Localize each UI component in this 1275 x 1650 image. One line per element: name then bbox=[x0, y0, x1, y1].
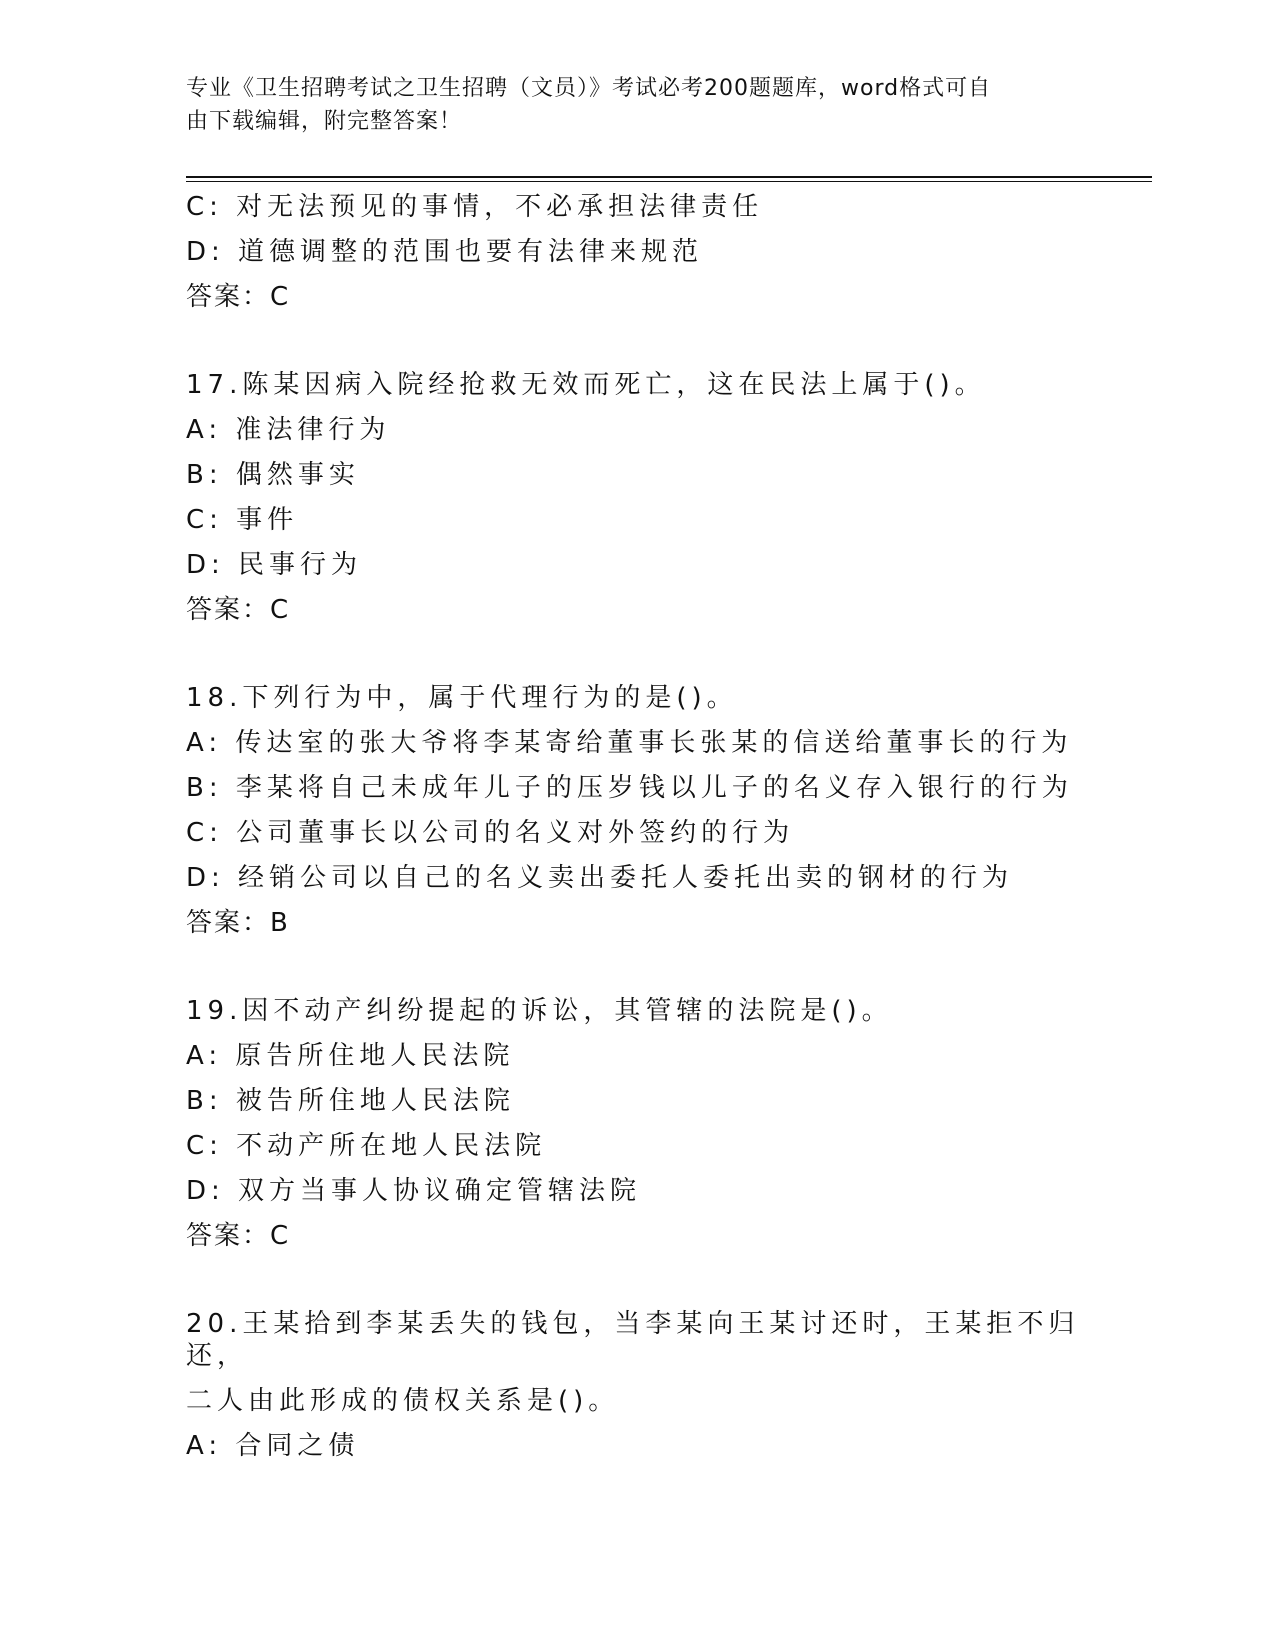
option-a: A: 合同之债 bbox=[186, 1431, 360, 1461]
option-c: C: 事件 bbox=[186, 505, 299, 535]
option-d: D: 道德调整的范围也要有法律来规范 bbox=[186, 237, 704, 267]
header-divider-thick bbox=[186, 176, 1152, 178]
carryover-block bbox=[186, 191, 1126, 313]
question-title: 18.下列行为中，属于代理行为的是()。 bbox=[186, 683, 738, 713]
option-b: B: 李某将自己未成年儿子的压岁钱以儿子的名义存入银行的行为 bbox=[186, 773, 1073, 803]
option-c: C: 对无法预见的事情，不必承担法律责任 bbox=[186, 192, 764, 222]
option-b: B: 被告所住地人民法院 bbox=[186, 1086, 515, 1116]
option-c: C: 公司董事长以公司的名义对外签约的行为 bbox=[186, 818, 795, 848]
question-19 bbox=[186, 995, 1126, 1252]
header-title-line-1: 专业《卫生招聘考试之卫生招聘（文员）》考试必考200题题库，word格式可自 bbox=[186, 76, 992, 101]
option-a: A: 原告所住地人民法院 bbox=[186, 1041, 515, 1071]
question-content bbox=[186, 191, 1126, 1475]
header-title-line-2: 由下载编辑，附完整答案！ bbox=[186, 109, 463, 134]
option-d: D: 民事行为 bbox=[186, 550, 363, 580]
question-17 bbox=[186, 369, 1126, 626]
option-d: D: 双方当事人协议确定管辖法院 bbox=[186, 1176, 642, 1206]
question-title-line-1: 20.王某拾到李某丢失的钱包，当李某向王某讨还时，王某拒不归还， bbox=[186, 1309, 1080, 1371]
answer-line: 答案：B bbox=[186, 908, 290, 938]
header-divider-thin bbox=[186, 181, 1152, 182]
answer-line: 答案：C bbox=[186, 282, 291, 312]
option-c: C: 不动产所在地人民法院 bbox=[186, 1131, 547, 1161]
question-18 bbox=[186, 682, 1126, 939]
option-b: B: 偶然事实 bbox=[186, 460, 360, 490]
option-a: A: 传达室的张大爷将李某寄给董事长张某的信送给董事长的行为 bbox=[186, 728, 1073, 758]
answer-line: 答案：C bbox=[186, 1221, 291, 1251]
question-title: 19.因不动产纠纷提起的诉讼，其管辖的法院是()。 bbox=[186, 996, 893, 1026]
document-header bbox=[186, 72, 1066, 138]
option-d: D: 经销公司以自己的名义卖出委托人委托出卖的钢材的行为 bbox=[186, 863, 1014, 893]
question-title-line-2: 二人由此形成的债权关系是()。 bbox=[186, 1386, 620, 1416]
option-a: A: 准法律行为 bbox=[186, 415, 391, 445]
answer-line: 答案：C bbox=[186, 595, 291, 625]
question-20 bbox=[186, 1308, 1126, 1462]
question-title bbox=[186, 1308, 1126, 1417]
question-title: 17.陈某因病入院经抢救无效而死亡，这在民法上属于()。 bbox=[186, 370, 986, 400]
